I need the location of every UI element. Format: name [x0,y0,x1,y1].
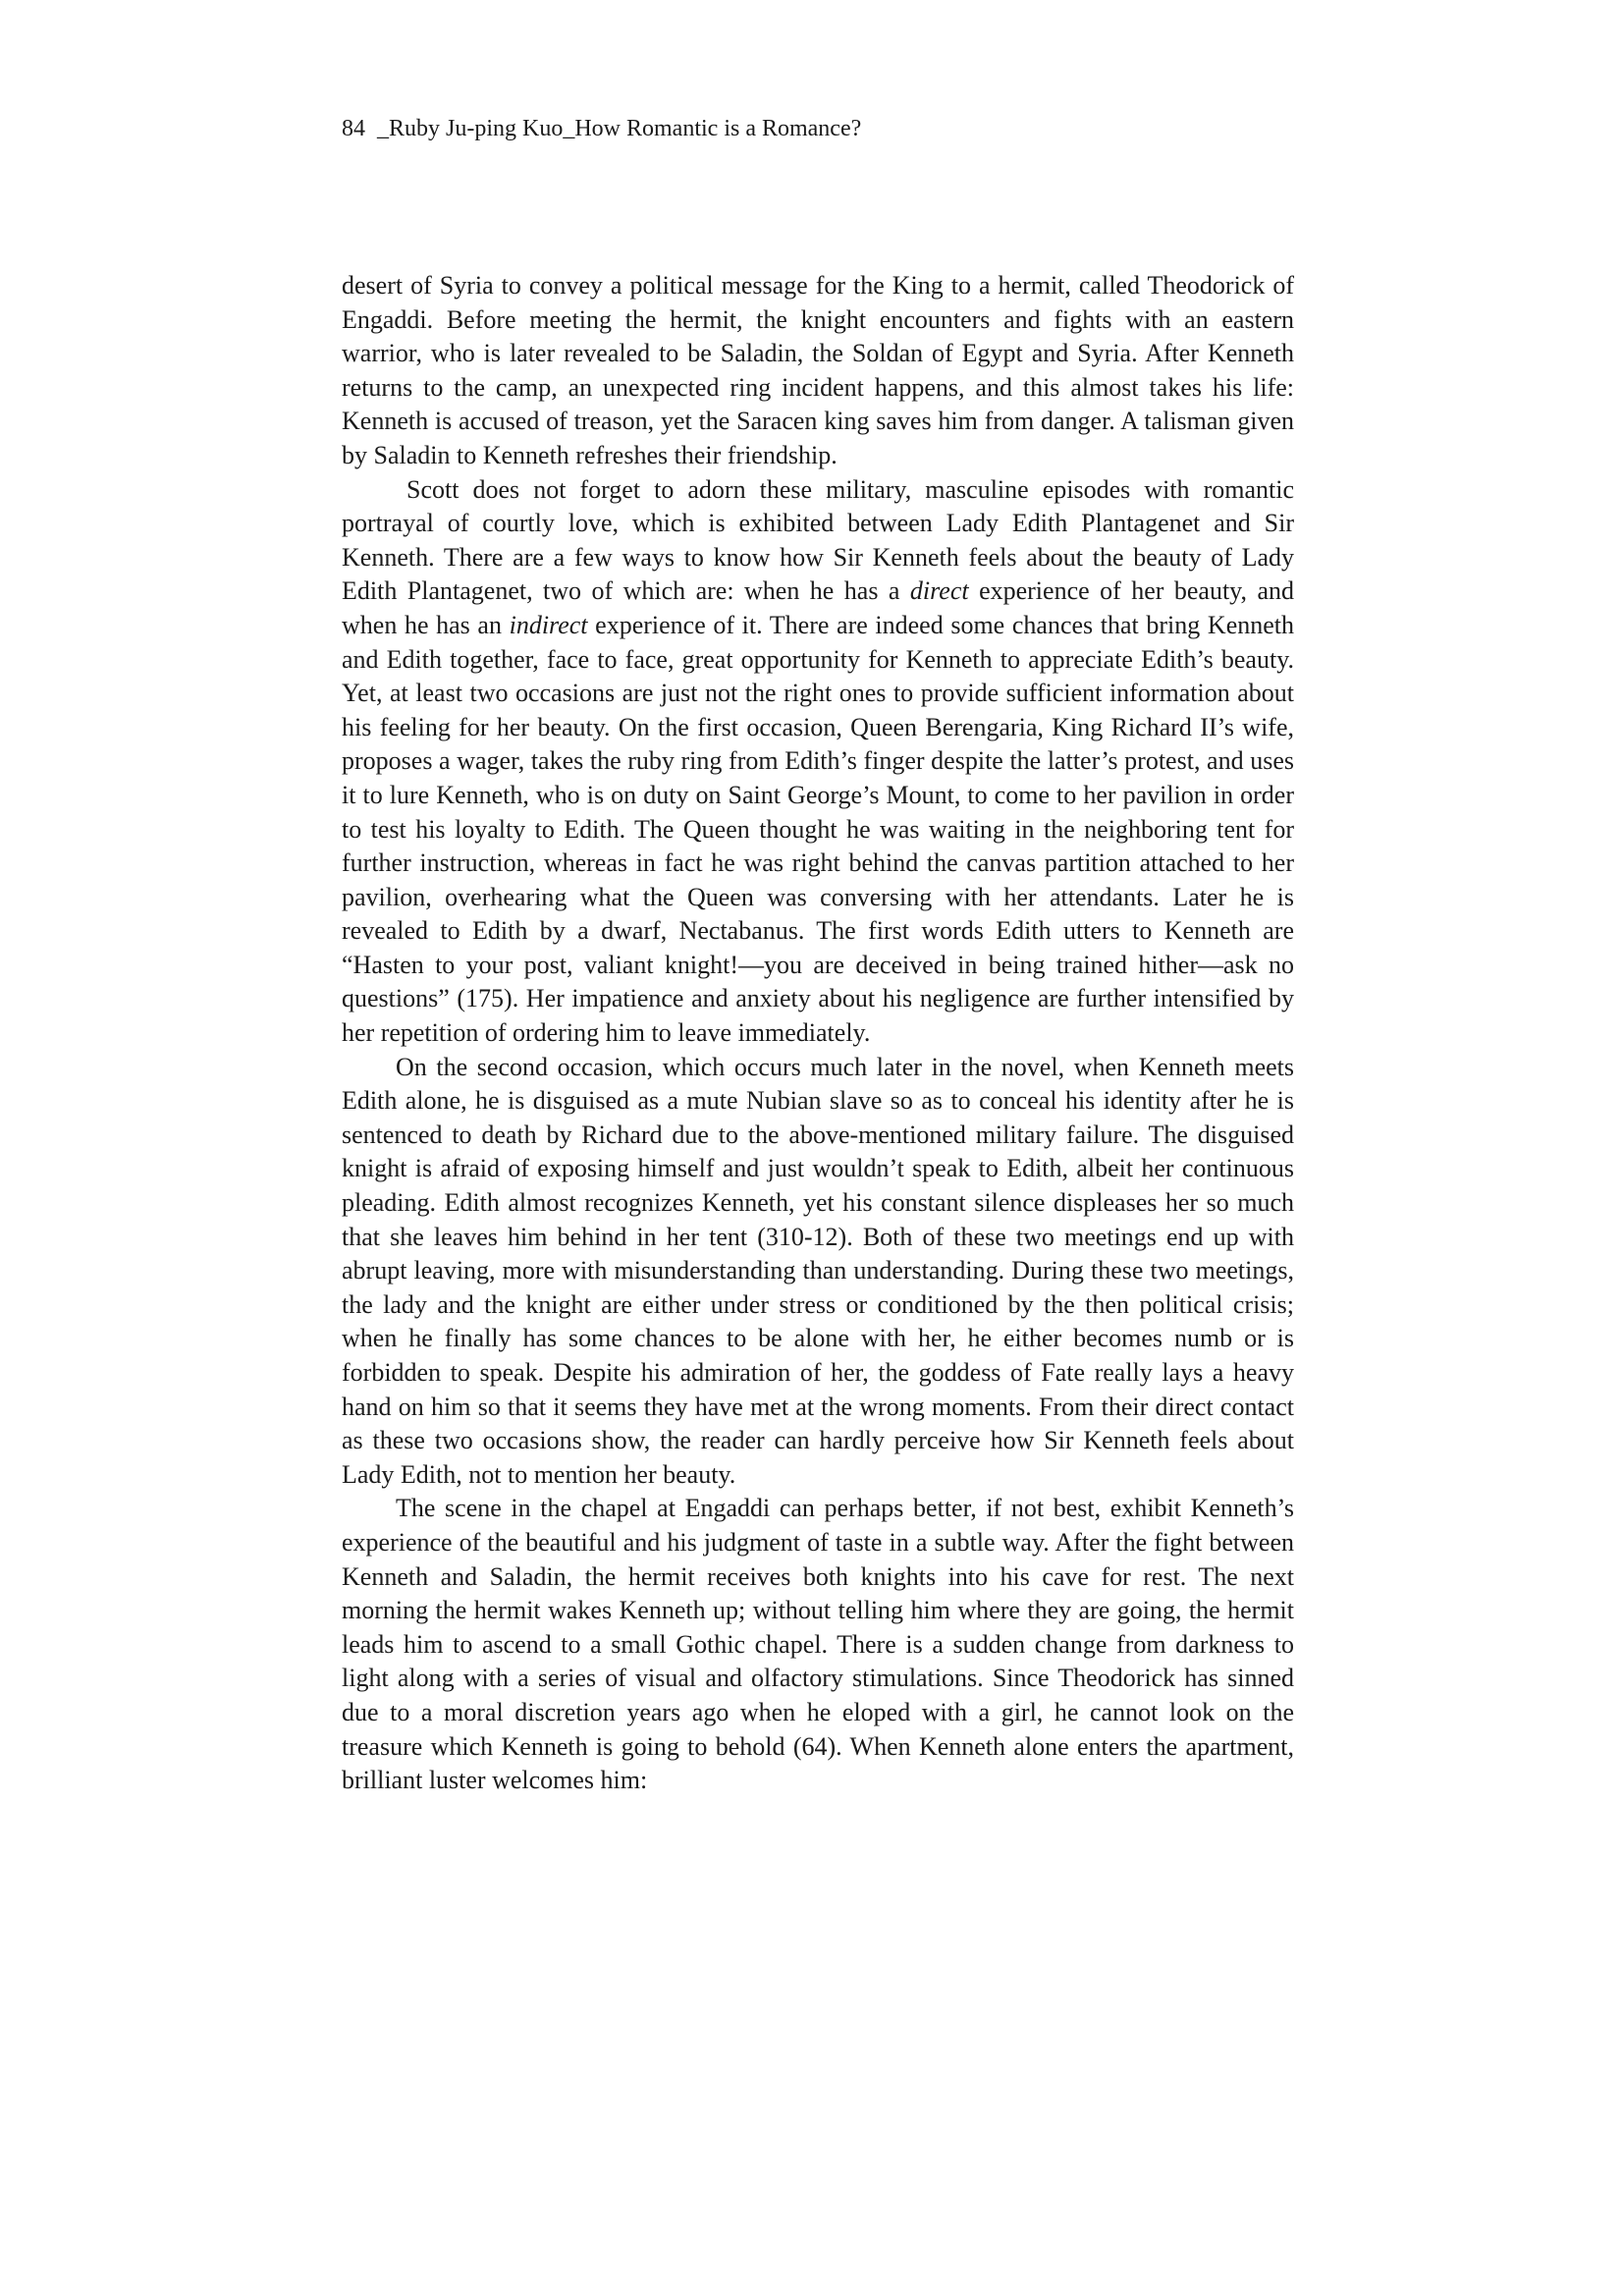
paragraph-2-text-b: experience of her beauty, and when he has an [342,576,1294,639]
paragraph-1: desert of Syria to convey a political message for the King to a hermit, called Theodorick of Engaddi. Before meeting the hermit, the knight encounters and fights with an eastern warrior, who is later revealed to be Saladin, the Soldan of Egypt and Syria. After Kenneth returns to the camp, an unexpected ring incident happens, and this almost takes his life: Kenneth is accused of treason, yet the Saracen king saves him from danger. A talisman given by Saladin to Kenneth refreshes their friendship. [342,271,1294,469]
page-number: 84 [342,116,365,141]
paragraph-2 [342,473,1294,1051]
article-body [342,269,1294,1798]
paragraph-2-text-a: Scott does not forget to adorn these military, masculine episodes with romantic portrayal of courtly love, which is exhibited between Lady Edith Plantagenet and Sir Kenneth. There are a few ways to know how Sir Kenneth feels about the beauty of Lady Edith Plantagenet, two of which are: when he has a [342,474,1294,606]
running-head [342,114,861,143]
running-title: _Ruby Ju-ping Kuo_How Romantic is a Romance? [377,116,862,141]
emphasis-direct: direct [909,576,969,606]
paragraph-3: On the second occasion, which occurs much later in the novel, when Kenneth meets Edith alone, he is disguised as a mute Nubian slave so as to conceal his identity after he is sentenced to death by Richard due to the above-mentioned military failure. The disguised knight is afraid of exposing himself and just wouldn’t speak to Edith, albeit her continuous pleading. Edith almost recognizes Kenneth, yet his constant silence displeases her so much that she leaves him behind in her tent (310-12). Both of these two meetings end up with abrupt leaving, more with misunderstanding than understanding. During these two meetings, the lady and the knight are either under stress or conditioned by the then political crisis; when he finally has some chances to be alone with her, he either becomes numb or is forbidden to speak. Despite his admiration of her, the goddess of Fate really lays a heavy hand on him so that it seems they have met at the wrong moments. From their direct contact as these two occasions show, the reader can hardly perceive how Sir Kenneth feels about Lady Edith, not to mention her beauty. [342,1052,1294,1489]
paragraph-2-text-c: experience of it. There are indeed some chances that bring Kenneth and Edith together, face to face, great opportunity for Kenneth to appreciate Edith’s beauty. Yet, at least two occasions are just not the right ones to provide sufficient information about his feeling for her beauty. On the first occasion, Queen Berengaria, King Richard II’s wife, proposes a wager, takes the ruby ring from Edith’s finger despite the latter’s protest, and uses it to lure Kenneth, who is on duty on Saint George’s Mount, to come to her pavilion in order to test his loyalty to Edith. The Queen thought he was waiting in the neighboring tent for further instruction, whereas in fact he was right behind the canvas partition attached to her pavilion, overhearing what the Queen was conversing with her attendants. Later he is revealed to Edith by a dwarf, Nectabanus. The first words Edith utters to Kenneth are “Hasten to your post, valiant knight!—you are deceived in being trained hither—ask no questions” (175). Her impatience and anxiety about his negligence are further intensified by her repetition of ordering him to leave immediately. [342,610,1294,1048]
emphasis-indirect: indirect [509,610,588,639]
paragraph-4: The scene in the chapel at Engaddi can perhaps better, if not best, exhibit Kenneth’s experience of the beautiful and his judgment of taste in a subtle way. After the fight between Kenneth and Saladin, the hermit receives both knights into his cave for rest. The next morning the hermit wakes Kenneth up; without telling him where they are going, the hermit leads him to ascend to a small Gothic chapel. There is a sudden change from darkness to light along with a series of visual and olfactory stimulations. Since Theodorick has sinned due to a moral discretion years ago when he eloped with a girl, he cannot look on the treasure which Kenneth is going to behold (64). When Kenneth alone enters the apartment, brilliant luster welcomes him: [342,1494,1294,1795]
